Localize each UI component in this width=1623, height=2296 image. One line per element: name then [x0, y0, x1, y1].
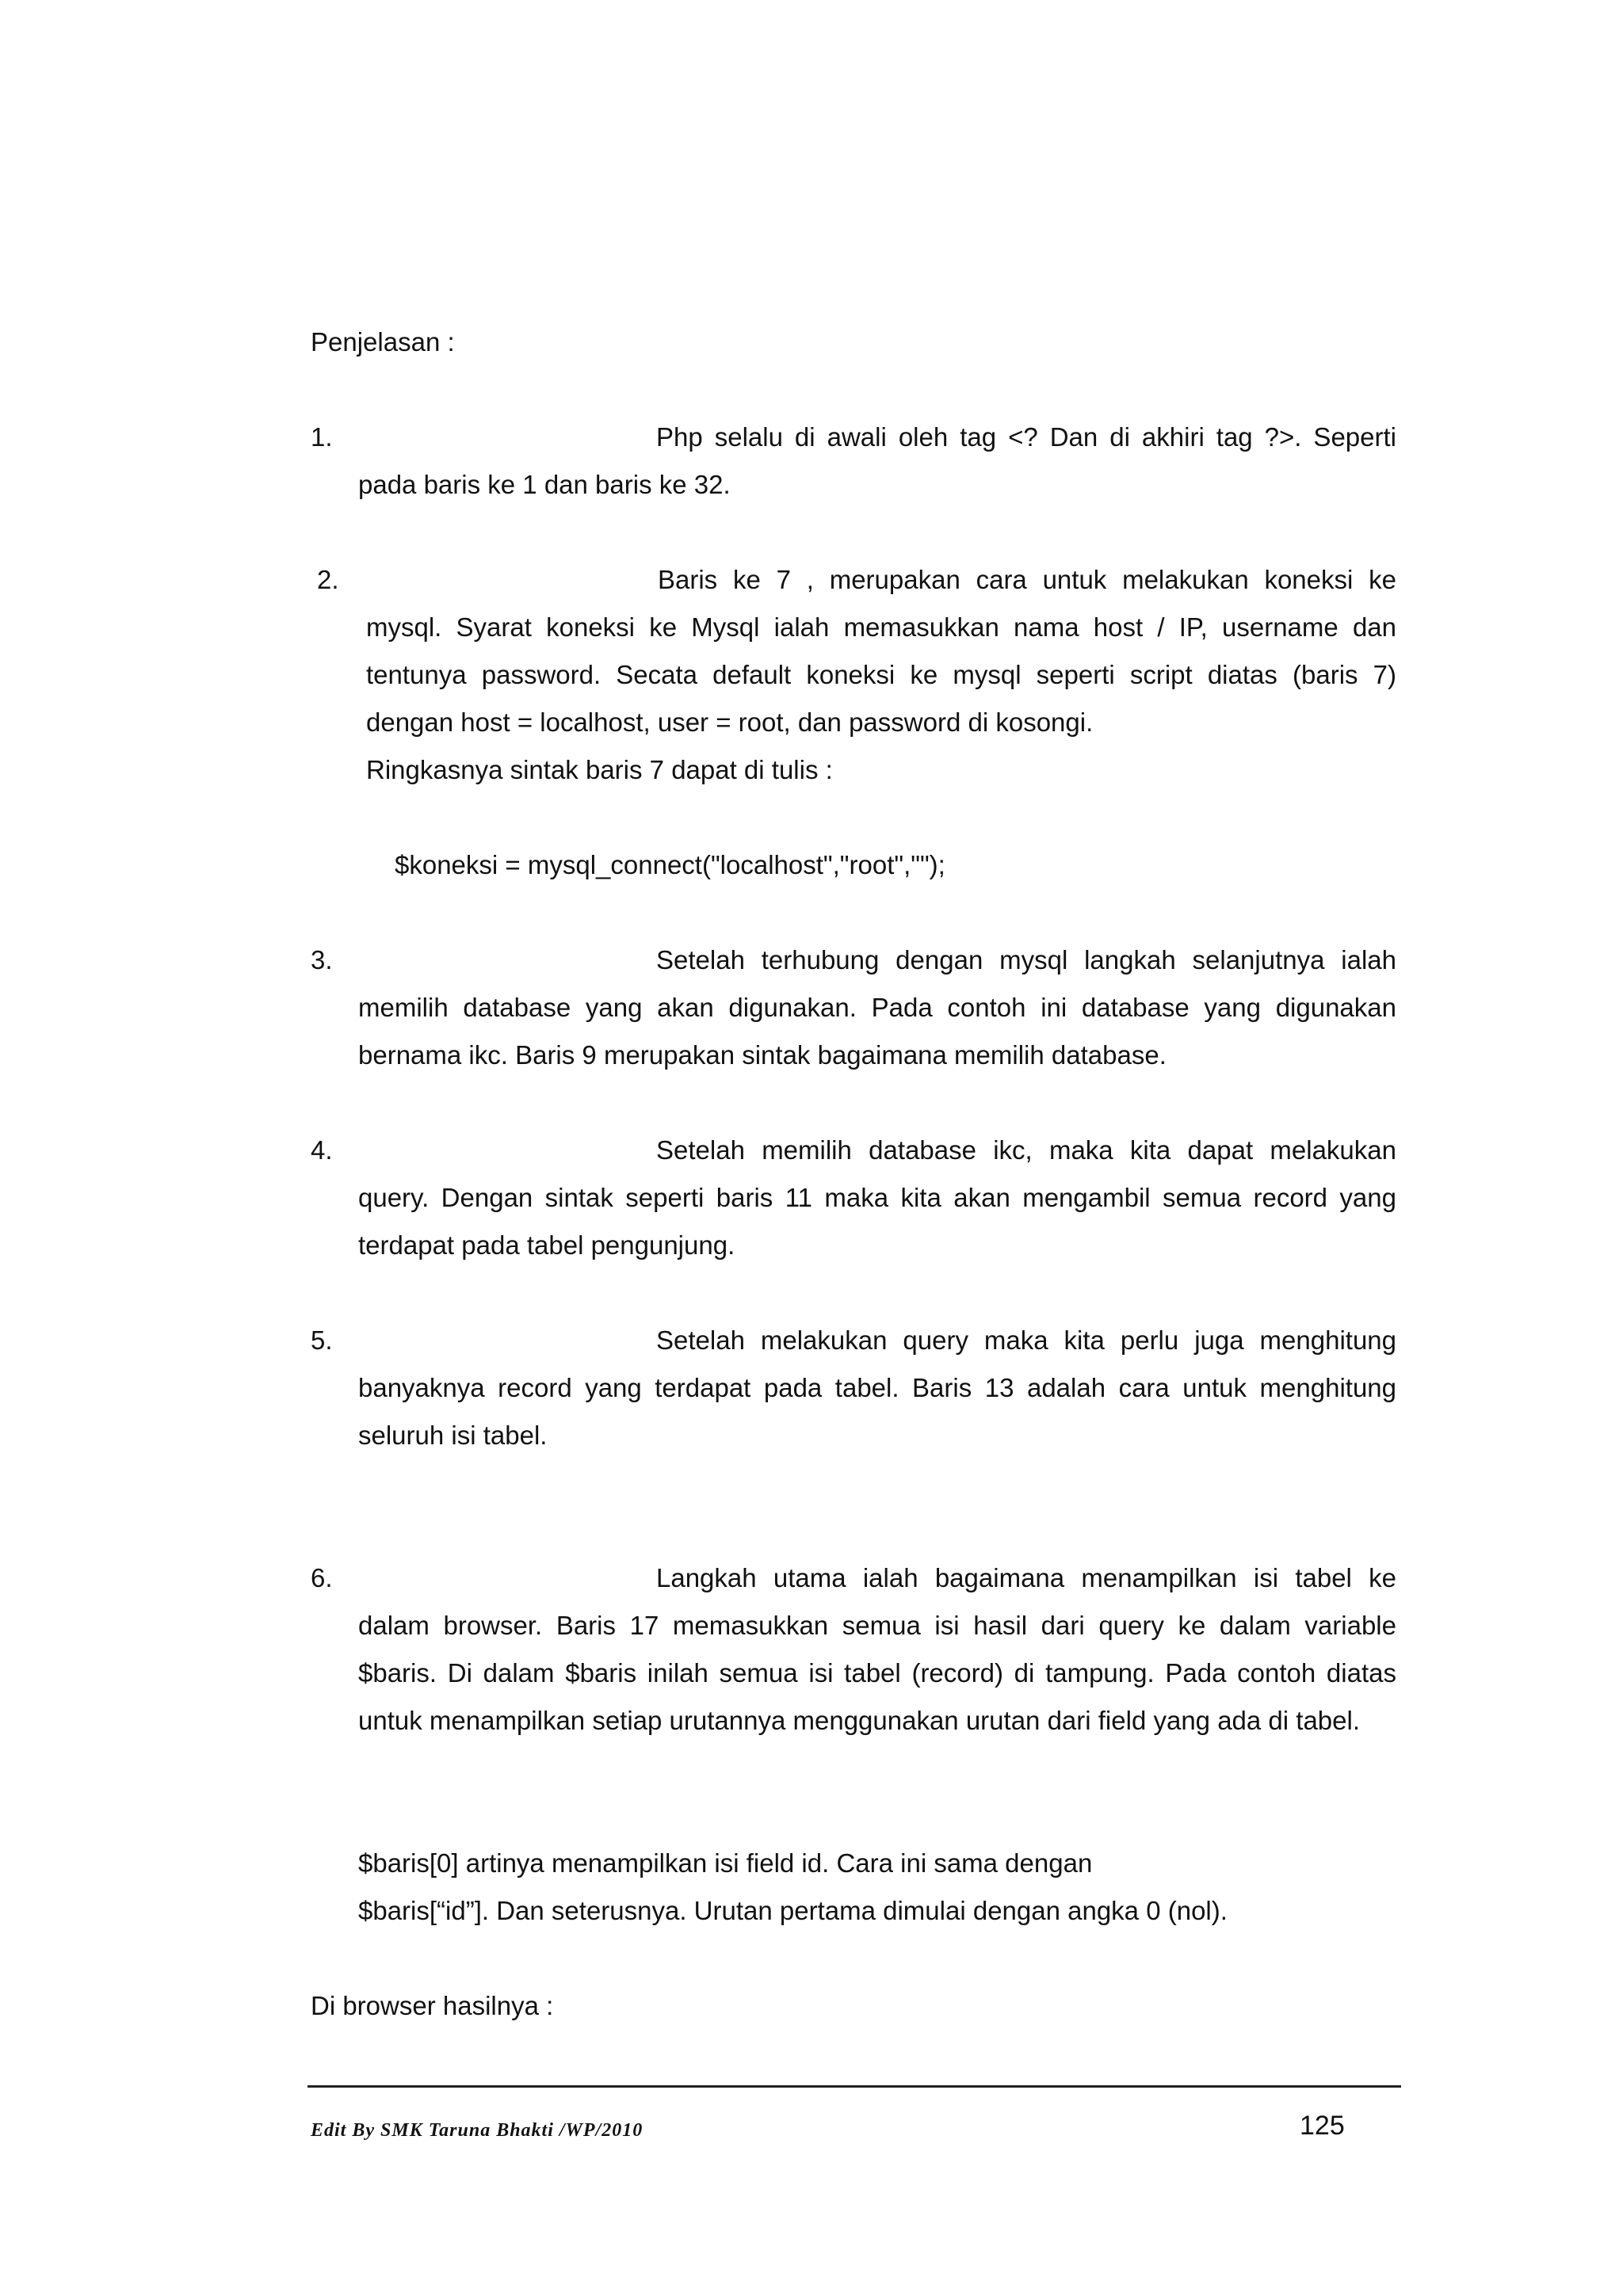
list-item-number: 1.	[311, 422, 333, 452]
list-item-continuation: pada baris ke 1 dan baris ke 32.	[358, 470, 731, 499]
list-item-number: 4.	[311, 1135, 333, 1165]
list-item-number: 6.	[311, 1563, 333, 1592]
list-item-continuation: banyaknya record yang terdapat pada tabel. Baris 13 adalah cara untuk menghitung seluruh isi tabel.	[358, 1373, 1396, 1450]
footer-credit: Edit By SMK Taruna Bhakti /WP/2010	[311, 2120, 643, 2141]
list-item-first-line: Setelah melakukan query maka kita perlu juga menghitung	[656, 1325, 1396, 1355]
list-item-text	[358, 414, 1396, 509]
list-item-first-line: Langkah utama ialah bagaimana menampilkan isi tabel ke	[656, 1563, 1396, 1592]
list-item-first-line: Setelah memilih database ikc, maka kita dapat melakukan	[656, 1135, 1396, 1165]
list-item-text	[358, 936, 1396, 1079]
code-snippet: $koneksi = mysql_connect("localhost","root","");	[395, 850, 945, 879]
note-line: $baris[0] artinya menampilkan isi field id. Cara ini sama dengan	[358, 1848, 1093, 1878]
list-item-number: 2.	[317, 565, 339, 594]
list-item-first-line: Setelah terhubung dengan mysql langkah selanjutnya ialah	[656, 945, 1396, 974]
list-item-continuation: dalam browser. Baris 17 memasukkan semua isi hasil dari query ke dalam variable $baris. Di dalam $baris inilah semua isi tabel (record) di tampung. Pada contoh diatas untuk menampilkan setiap urutannya menggunakan urutan dari field yang ada di tabel.	[358, 1611, 1396, 1735]
result-label: Di browser hasilnya :	[311, 1991, 554, 2020]
list-item-text	[358, 1127, 1396, 1269]
list-item-continuation: mysql. Syarat koneksi ke Mysql ialah memasukkan nama host / IP, username dan tentunya password. Secata default koneksi ke mysql seperti script diatas (baris 7) dengan host = localhost, user = root, dan password di kosongi.	[366, 612, 1396, 737]
list-item-continuation: memilih database yang akan digunakan. Pada contoh ini database yang digunakan bernama ikc. Baris 9 merupakan sintak bagaimana memilih database.	[358, 993, 1396, 1070]
list-item-number: 3.	[311, 945, 333, 974]
list-item	[311, 1554, 1396, 1745]
section-heading: Penjelasan :	[311, 327, 455, 357]
note-line: $baris[“id”]. Dan seterusnya. Urutan pertama dimulai dengan angka 0 (nol).	[358, 1896, 1228, 1925]
list-item-text	[358, 1317, 1396, 1459]
footer-divider	[307, 2085, 1401, 2088]
list-item-text	[358, 1554, 1396, 1745]
list-item	[317, 556, 1403, 794]
list-item-summary: Ringkasnya sintak baris 7 dapat di tulis :	[366, 755, 833, 784]
list-item	[311, 1317, 1396, 1459]
list-item	[311, 414, 1396, 509]
list-item	[311, 936, 1396, 1079]
list-item	[311, 1127, 1396, 1269]
list-item-first-line: Php selalu di awali oleh tag <? Dan di akhiri tag ?>. Seperti	[656, 422, 1396, 452]
list-item-continuation: query. Dengan sintak seperti baris 11 maka kita akan mengambil semua record yang terdapat pada tabel pengunjung.	[358, 1183, 1396, 1260]
list-item-first-line: Baris ke 7 , merupakan cara untuk melakukan koneksi ke	[658, 565, 1396, 594]
list-item-number: 5.	[311, 1325, 333, 1355]
list-item-text	[366, 556, 1396, 794]
page-number: 125	[1300, 2111, 1345, 2141]
